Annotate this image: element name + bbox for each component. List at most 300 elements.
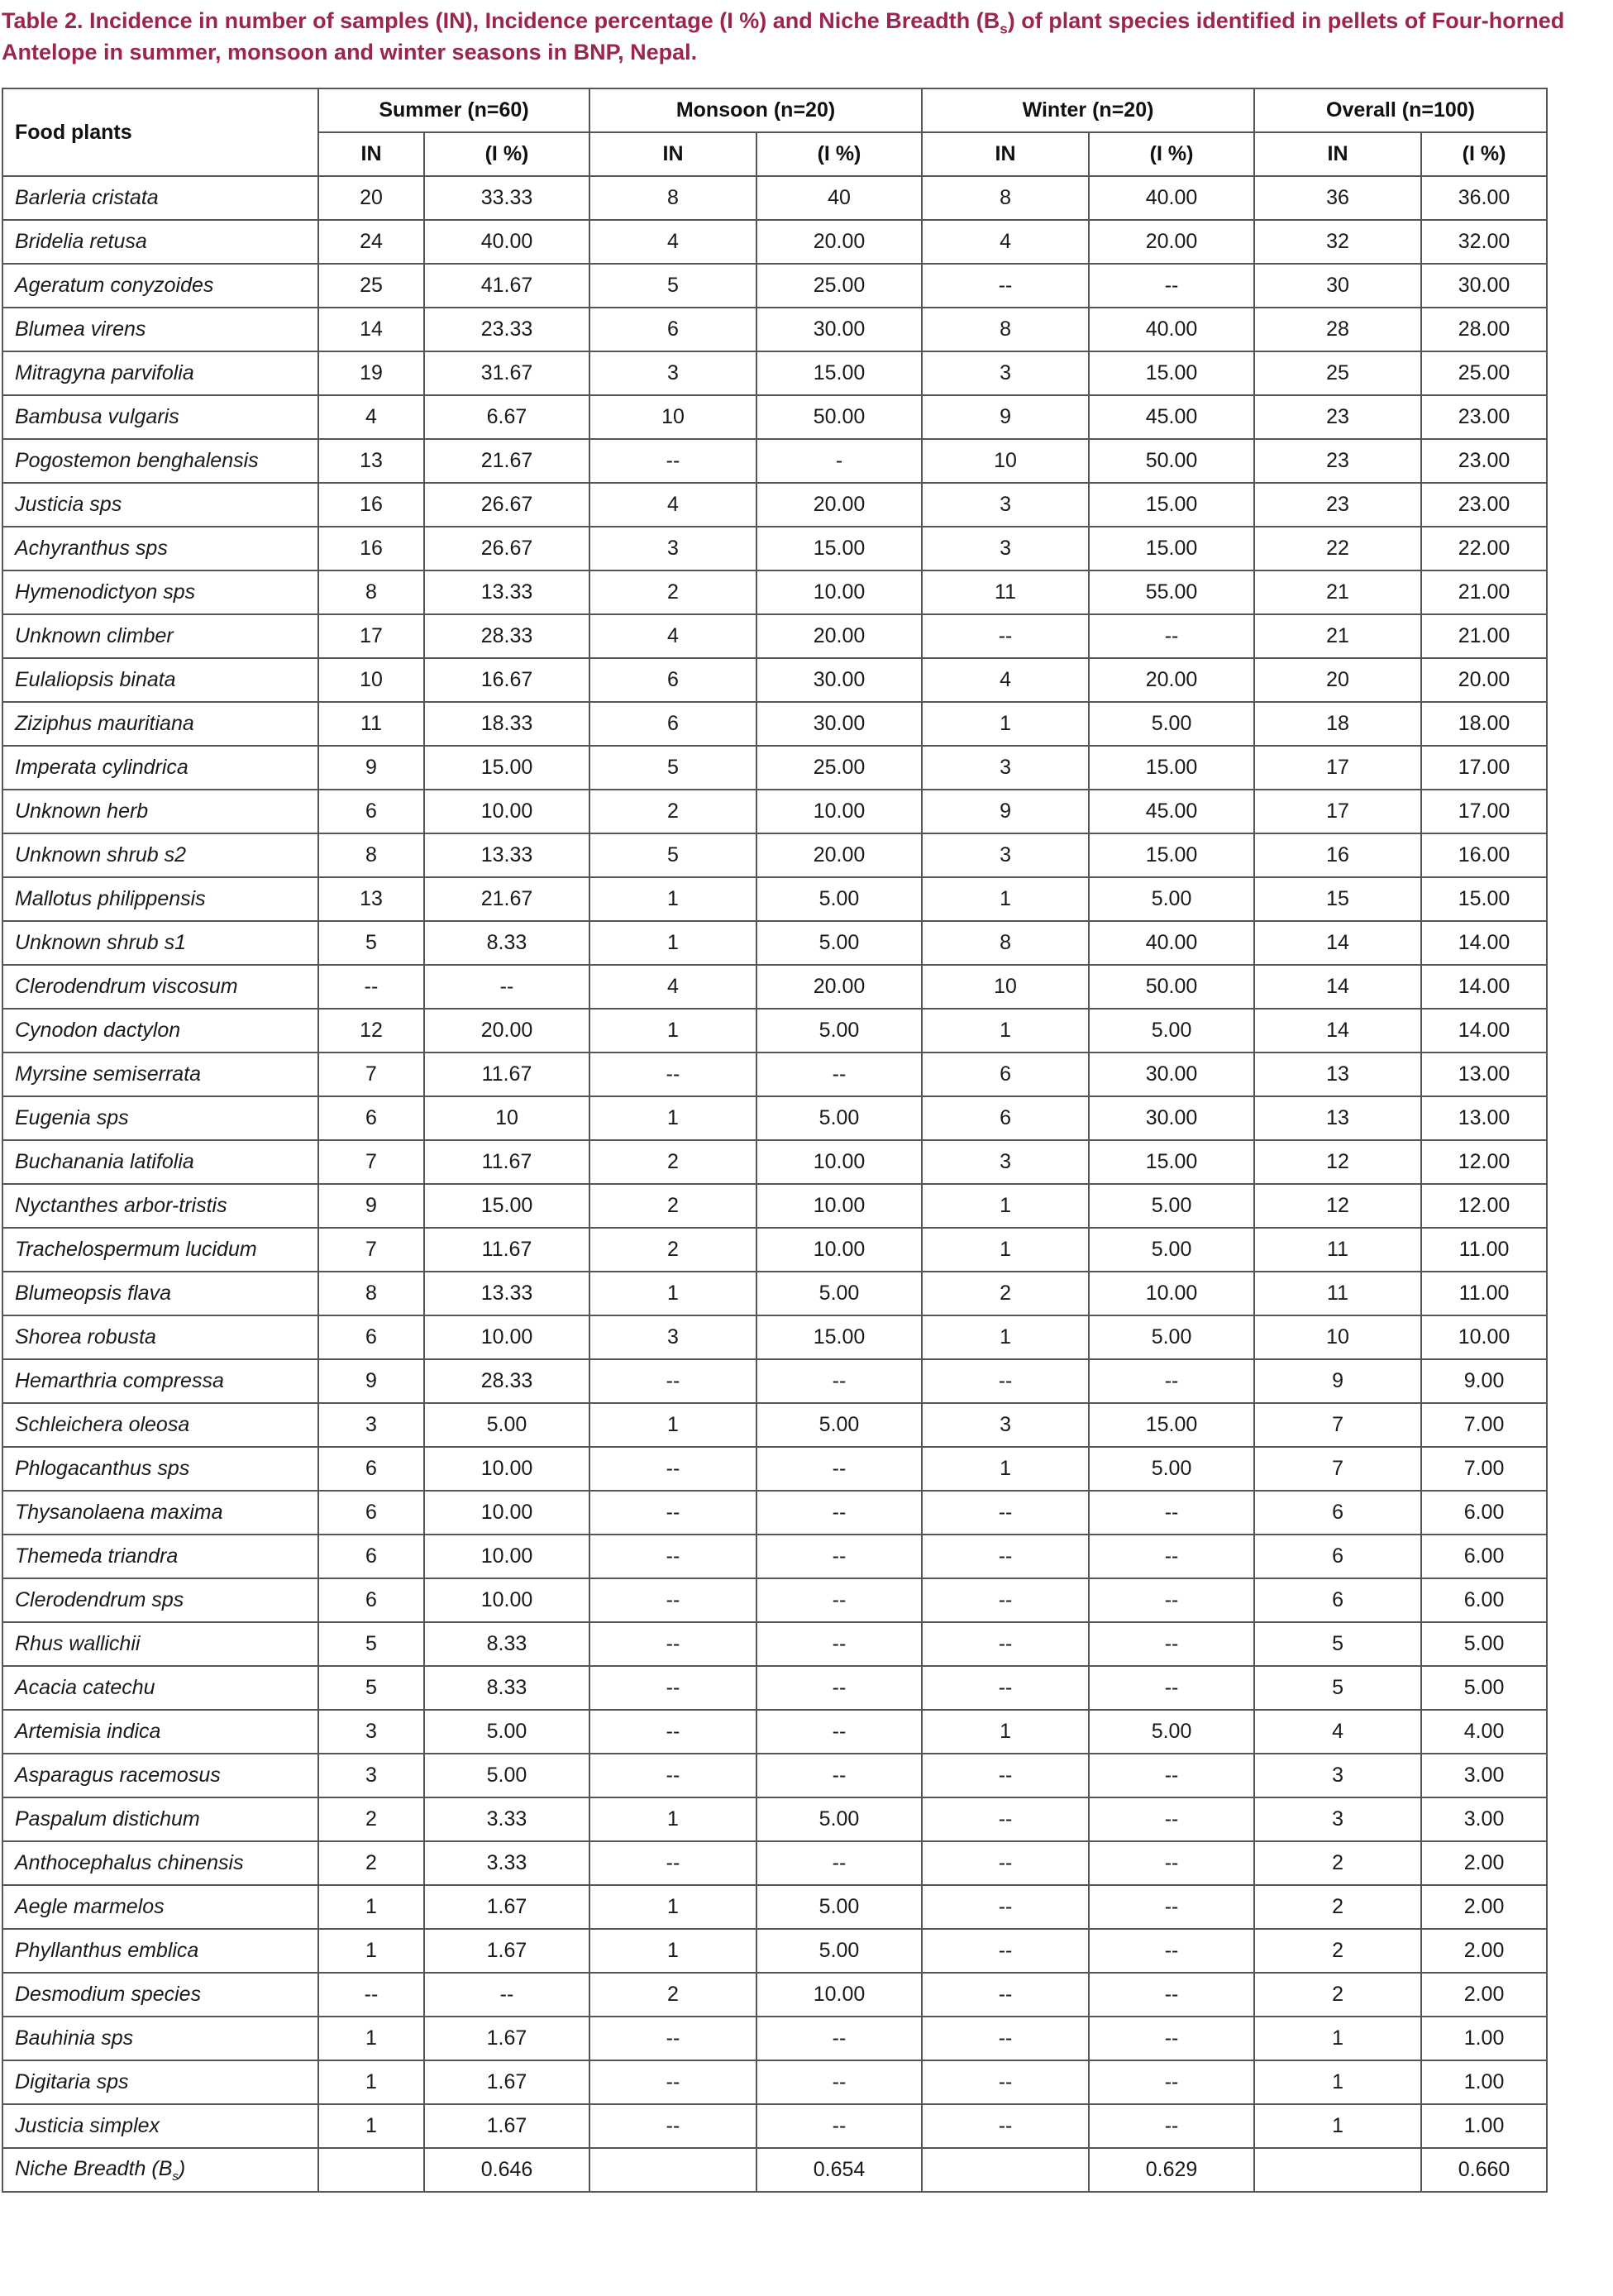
in-cell: -- <box>922 2060 1089 2104</box>
in-cell: 3 <box>922 351 1089 395</box>
table-row <box>2 527 1547 570</box>
percent-cell: -- <box>1089 1622 1254 1666</box>
percent-cell: 28.33 <box>424 614 589 658</box>
plant-name-cell: Mallotus philippensis <box>2 877 318 921</box>
percent-cell: 8.33 <box>424 921 589 965</box>
percent-cell: 16.67 <box>424 658 589 702</box>
in-cell: 2 <box>589 1973 756 2017</box>
percent-cell: 13.33 <box>424 833 589 877</box>
in-cell: 22 <box>1254 527 1421 570</box>
percent-cell: 10.00 <box>756 1973 922 2017</box>
in-cell: 1 <box>589 1272 756 1315</box>
table-row <box>2 2104 1547 2148</box>
percent-cell: 15.00 <box>1089 833 1254 877</box>
percent-cell: 21.00 <box>1421 614 1547 658</box>
in-cell: 2 <box>589 1140 756 1184</box>
in-cell: -- <box>589 1578 756 1622</box>
percent-cell: 5.00 <box>1421 1666 1547 1710</box>
niche-breadth-label <box>2 2148 318 2192</box>
in-cell: 1 <box>318 2104 424 2148</box>
in-cell: 12 <box>318 1009 424 1053</box>
percent-cell: 7.00 <box>1421 1447 1547 1491</box>
in-cell: -- <box>589 1535 756 1578</box>
in-cell: 2 <box>1254 1841 1421 1885</box>
in-cell: 1 <box>922 702 1089 746</box>
plant-name-cell: Bridelia retusa <box>2 220 318 264</box>
percent-cell: 10.00 <box>756 1140 922 1184</box>
percent-cell: 40.00 <box>424 220 589 264</box>
percent-cell: 41.67 <box>424 264 589 308</box>
in-cell: 6 <box>589 702 756 746</box>
plant-name-cell: Paspalum distichum <box>2 1797 318 1841</box>
table-row <box>2 1140 1547 1184</box>
table-body <box>2 176 1547 2148</box>
percent-cell: 20.00 <box>1089 220 1254 264</box>
in-cell: 1 <box>589 1797 756 1841</box>
in-cell: 1 <box>1254 2017 1421 2060</box>
in-cell: 11 <box>1254 1228 1421 1272</box>
in-cell: 3 <box>589 527 756 570</box>
in-cell: 25 <box>1254 351 1421 395</box>
in-cell: 3 <box>318 1403 424 1447</box>
in-cell: 10 <box>922 439 1089 483</box>
in-cell: 9 <box>318 1184 424 1228</box>
plant-name-cell: Desmodium species <box>2 1973 318 2017</box>
in-cell: 20 <box>1254 658 1421 702</box>
in-cell: -- <box>922 1578 1089 1622</box>
percent-cell: 8.33 <box>424 1622 589 1666</box>
table-row <box>2 1622 1547 1666</box>
in-cell: 2 <box>1254 1973 1421 2017</box>
in-cell: 21 <box>1254 570 1421 614</box>
niche-cell <box>922 2148 1089 2192</box>
plant-name-cell: Schleichera oleosa <box>2 1403 318 1447</box>
plant-name-cell: Bambusa vulgaris <box>2 395 318 439</box>
in-cell: -- <box>589 1666 756 1710</box>
percent-cell: 12.00 <box>1421 1184 1547 1228</box>
percent-cell: 5.00 <box>424 1754 589 1797</box>
percent-cell: 50.00 <box>1089 965 1254 1009</box>
in-cell: 5 <box>318 1622 424 1666</box>
percent-cell: -- <box>1089 1973 1254 2017</box>
in-cell: 16 <box>1254 833 1421 877</box>
percent-cell: 11.67 <box>424 1053 589 1096</box>
percent-cell: 10.00 <box>424 1315 589 1359</box>
percent-cell: -- <box>756 1841 922 1885</box>
percent-cell: 8.33 <box>424 1666 589 1710</box>
percent-cell: 10.00 <box>424 790 589 833</box>
table-row <box>2 1578 1547 1622</box>
percent-cell: -- <box>756 2017 922 2060</box>
plant-name-cell: Barleria cristata <box>2 176 318 220</box>
in-cell: 3 <box>922 527 1089 570</box>
in-cell: 23 <box>1254 395 1421 439</box>
in-cell: 3 <box>318 1754 424 1797</box>
table-row <box>2 1228 1547 1272</box>
percent-cell: 36.00 <box>1421 176 1547 220</box>
plant-name-cell: Clerodendrum sps <box>2 1578 318 1622</box>
percent-cell: 1.67 <box>424 1929 589 1973</box>
summer-header: Summer (n=60) <box>318 88 589 132</box>
in-cell: 8 <box>922 921 1089 965</box>
percent-cell: 40.00 <box>1089 176 1254 220</box>
in-cell: 8 <box>922 308 1089 351</box>
percent-cell: 5.00 <box>1089 877 1254 921</box>
percent-cell: 13.00 <box>1421 1053 1547 1096</box>
plant-name-cell: Themeda triandra <box>2 1535 318 1578</box>
in-cell: 3 <box>1254 1754 1421 1797</box>
table-row <box>2 1797 1547 1841</box>
plant-name-cell: Phlogacanthus sps <box>2 1447 318 1491</box>
in-cell: 6 <box>589 658 756 702</box>
in-cell: 1 <box>318 1929 424 1973</box>
percent-cell: -- <box>424 1973 589 2017</box>
plant-name-cell: Nyctanthes arbor-tristis <box>2 1184 318 1228</box>
in-cell: 15 <box>1254 877 1421 921</box>
percent-cell: -- <box>756 2104 922 2148</box>
percent-cell: 10 <box>424 1096 589 1140</box>
in-cell: 21 <box>1254 614 1421 658</box>
niche-cell <box>1254 2148 1421 2192</box>
in-cell: 4 <box>922 220 1089 264</box>
in-cell: 17 <box>1254 790 1421 833</box>
in-cell: 8 <box>318 570 424 614</box>
in-cell: 24 <box>318 220 424 264</box>
plant-name-cell: Clerodendrum viscosum <box>2 965 318 1009</box>
in-cell: 1 <box>922 1009 1089 1053</box>
in-cell: 5 <box>589 833 756 877</box>
percent-cell: 23.33 <box>424 308 589 351</box>
in-cell: 6 <box>318 1491 424 1535</box>
in-cell: 4 <box>589 483 756 527</box>
percent-cell: 15.00 <box>1089 1403 1254 1447</box>
percent-cell: 5.00 <box>424 1710 589 1754</box>
table-row <box>2 220 1547 264</box>
percent-cell: 3.00 <box>1421 1797 1547 1841</box>
in-cell: 9 <box>318 746 424 790</box>
in-cell: 3 <box>318 1710 424 1754</box>
table-row <box>2 702 1547 746</box>
percent-cell: 10.00 <box>756 1184 922 1228</box>
in-cell: 6 <box>318 1535 424 1578</box>
in-cell: 2 <box>318 1797 424 1841</box>
in-cell: 2 <box>1254 1885 1421 1929</box>
in-cell: -- <box>589 2060 756 2104</box>
percent-cell: 17.00 <box>1421 746 1547 790</box>
in-cell: 3 <box>922 833 1089 877</box>
in-cell: 25 <box>318 264 424 308</box>
monsoon-header: Monsoon (n=20) <box>589 88 922 132</box>
in-cell: 1 <box>318 1885 424 1929</box>
plant-name-cell: Ziziphus mauritiana <box>2 702 318 746</box>
in-cell: 2 <box>589 1228 756 1272</box>
plant-name-cell: Phyllanthus emblica <box>2 1929 318 1973</box>
in-cell: 3 <box>589 1315 756 1359</box>
in-cell: 9 <box>922 395 1089 439</box>
percent-cell: 5.00 <box>1089 1184 1254 1228</box>
in-cell: 5 <box>589 746 756 790</box>
winter-ip-header: (I %) <box>1089 132 1254 176</box>
in-cell: 11 <box>922 570 1089 614</box>
overall-header: Overall (n=100) <box>1254 88 1547 132</box>
percent-cell: 10.00 <box>756 570 922 614</box>
niche-label-subscript: s <box>172 2169 179 2184</box>
table-row <box>2 483 1547 527</box>
percent-cell: 2.00 <box>1421 1973 1547 2017</box>
percent-cell: 2.00 <box>1421 1929 1547 1973</box>
percent-cell: 40.00 <box>1089 308 1254 351</box>
percent-cell: 3.33 <box>424 1841 589 1885</box>
percent-cell: 5.00 <box>1089 1228 1254 1272</box>
plant-name-cell: Unknown shrub s1 <box>2 921 318 965</box>
in-cell: 23 <box>1254 439 1421 483</box>
plant-name-cell: Blumeopsis flava <box>2 1272 318 1315</box>
percent-cell: 1.67 <box>424 2104 589 2148</box>
in-cell: 9 <box>318 1359 424 1403</box>
plant-name-cell: Rhus wallichii <box>2 1622 318 1666</box>
percent-cell: -- <box>1089 1666 1254 1710</box>
in-cell: 1 <box>589 1096 756 1140</box>
plant-name-cell: Bauhinia sps <box>2 2017 318 2060</box>
in-cell: 17 <box>1254 746 1421 790</box>
in-cell: 6 <box>589 308 756 351</box>
percent-cell: -- <box>1089 1929 1254 1973</box>
percent-cell: -- <box>1089 614 1254 658</box>
percent-cell: 30.00 <box>756 702 922 746</box>
percent-cell: 30.00 <box>756 308 922 351</box>
percent-cell: 2.00 <box>1421 1885 1547 1929</box>
in-cell: 1 <box>318 2017 424 2060</box>
table-row <box>2 1096 1547 1140</box>
in-cell: 1 <box>922 1315 1089 1359</box>
percent-cell: 25.00 <box>756 746 922 790</box>
table-row <box>2 1973 1547 2017</box>
table-row <box>2 308 1547 351</box>
in-cell: -- <box>589 1359 756 1403</box>
plant-name-cell: Ageratum conyzoides <box>2 264 318 308</box>
plant-name-cell: Eulaliopsis binata <box>2 658 318 702</box>
plant-name-cell: Pogostemon benghalensis <box>2 439 318 483</box>
percent-cell: -- <box>756 2060 922 2104</box>
percent-cell: 5.00 <box>756 1885 922 1929</box>
percent-cell: 11.00 <box>1421 1228 1547 1272</box>
niche-cell <box>318 2148 424 2192</box>
summer-ip-header: (I %) <box>424 132 589 176</box>
table-row <box>2 1447 1547 1491</box>
table-row <box>2 1272 1547 1315</box>
table-row <box>2 395 1547 439</box>
table-row <box>2 921 1547 965</box>
in-cell: 3 <box>922 483 1089 527</box>
plant-name-cell: Unknown shrub s2 <box>2 833 318 877</box>
plant-name-cell: Imperata cylindrica <box>2 746 318 790</box>
percent-cell: 2.00 <box>1421 1841 1547 1885</box>
percent-cell: 28.33 <box>424 1359 589 1403</box>
table-row <box>2 790 1547 833</box>
table-row <box>2 614 1547 658</box>
percent-cell: 21.67 <box>424 439 589 483</box>
in-cell: 1 <box>589 921 756 965</box>
percent-cell: 15.00 <box>1421 877 1547 921</box>
percent-cell: 6.00 <box>1421 1578 1547 1622</box>
in-cell: 1 <box>589 1885 756 1929</box>
percent-cell: -- <box>1089 1578 1254 1622</box>
percent-cell: 15.00 <box>756 1315 922 1359</box>
in-cell: 7 <box>1254 1447 1421 1491</box>
in-cell: 4 <box>1254 1710 1421 1754</box>
in-cell: 19 <box>318 351 424 395</box>
in-cell: 1 <box>1254 2060 1421 2104</box>
in-cell: 8 <box>318 833 424 877</box>
percent-cell: -- <box>1089 1491 1254 1535</box>
table-row <box>2 1053 1547 1096</box>
plant-name-cell: Anthocephalus chinensis <box>2 1841 318 1885</box>
in-cell: -- <box>589 1754 756 1797</box>
percent-cell: 30.00 <box>1089 1053 1254 1096</box>
in-cell: -- <box>922 1491 1089 1535</box>
percent-cell: -- <box>756 1710 922 1754</box>
percent-cell: 10.00 <box>756 790 922 833</box>
in-cell: 23 <box>1254 483 1421 527</box>
percent-cell: 6.00 <box>1421 1535 1547 1578</box>
percent-cell: 50.00 <box>1089 439 1254 483</box>
in-cell: 1 <box>589 1403 756 1447</box>
in-cell: 6 <box>318 1096 424 1140</box>
percent-cell: - <box>756 439 922 483</box>
table-row <box>2 1754 1547 1797</box>
percent-cell: 40 <box>756 176 922 220</box>
in-cell: -- <box>922 1359 1089 1403</box>
percent-cell: 33.33 <box>424 176 589 220</box>
percent-cell: 1.67 <box>424 2017 589 2060</box>
niche-cell <box>589 2148 756 2192</box>
percent-cell: -- <box>756 1535 922 1578</box>
in-cell: 32 <box>1254 220 1421 264</box>
percent-cell: 5.00 <box>756 1096 922 1140</box>
in-cell: -- <box>922 1666 1089 1710</box>
plant-name-cell: Artemisia indica <box>2 1710 318 1754</box>
percent-cell: 15.00 <box>1089 483 1254 527</box>
percent-cell: -- <box>1089 264 1254 308</box>
in-cell: -- <box>318 1973 424 2017</box>
in-cell: 7 <box>318 1228 424 1272</box>
plant-name-cell: Unknown herb <box>2 790 318 833</box>
percent-cell: 21.67 <box>424 877 589 921</box>
percent-cell: 22.00 <box>1421 527 1547 570</box>
percent-cell: 26.67 <box>424 527 589 570</box>
in-cell: 14 <box>1254 921 1421 965</box>
in-cell: 28 <box>1254 308 1421 351</box>
percent-cell: -- <box>756 1754 922 1797</box>
in-cell: 3 <box>1254 1797 1421 1841</box>
table-row <box>2 965 1547 1009</box>
in-cell: 11 <box>1254 1272 1421 1315</box>
plant-name-cell: Aegle marmelos <box>2 1885 318 1929</box>
percent-cell: 1.67 <box>424 2060 589 2104</box>
table-row <box>2 439 1547 483</box>
in-cell: 4 <box>922 658 1089 702</box>
in-cell: 3 <box>922 1403 1089 1447</box>
percent-cell: 20.00 <box>756 220 922 264</box>
in-cell: -- <box>922 264 1089 308</box>
percent-cell: 13.00 <box>1421 1096 1547 1140</box>
percent-cell: 18.00 <box>1421 702 1547 746</box>
in-cell: 9 <box>922 790 1089 833</box>
percent-cell: 20.00 <box>756 965 922 1009</box>
niche-cell: 0.660 <box>1421 2148 1547 2192</box>
percent-cell: 50.00 <box>756 395 922 439</box>
in-cell: -- <box>589 1491 756 1535</box>
percent-cell: -- <box>1089 2060 1254 2104</box>
percent-cell: -- <box>1089 2104 1254 2148</box>
percent-cell: 26.67 <box>424 483 589 527</box>
table-row <box>2 1929 1547 1973</box>
percent-cell: 30.00 <box>1089 1096 1254 1140</box>
percent-cell: 45.00 <box>1089 790 1254 833</box>
table-row <box>2 658 1547 702</box>
in-cell: 2 <box>922 1272 1089 1315</box>
in-cell: 13 <box>1254 1053 1421 1096</box>
in-cell: -- <box>589 1622 756 1666</box>
in-cell: 3 <box>589 351 756 395</box>
table-row <box>2 176 1547 220</box>
percent-cell: 20.00 <box>756 833 922 877</box>
percent-cell: 21.00 <box>1421 570 1547 614</box>
winter-in-header: IN <box>922 132 1089 176</box>
in-cell: -- <box>922 1622 1089 1666</box>
monsoon-ip-header: (I %) <box>756 132 922 176</box>
percent-cell: 7.00 <box>1421 1403 1547 1447</box>
percent-cell: 9.00 <box>1421 1359 1547 1403</box>
percent-cell: 15.00 <box>756 351 922 395</box>
percent-cell: 13.33 <box>424 570 589 614</box>
in-cell: 13 <box>318 439 424 483</box>
percent-cell: 10.00 <box>1089 1272 1254 1315</box>
table-row <box>2 746 1547 790</box>
in-cell: 13 <box>318 877 424 921</box>
in-cell: -- <box>922 2104 1089 2148</box>
table-row <box>2 1666 1547 1710</box>
percent-cell: -- <box>1089 2017 1254 2060</box>
in-cell: 8 <box>589 176 756 220</box>
percent-cell: 15.00 <box>424 1184 589 1228</box>
plant-name-cell: Acacia catechu <box>2 1666 318 1710</box>
in-cell: 1 <box>1254 2104 1421 2148</box>
percent-cell: 5.00 <box>1421 1622 1547 1666</box>
percent-cell: 18.33 <box>424 702 589 746</box>
percent-cell: 5.00 <box>756 1403 922 1447</box>
plant-name-cell: Myrsine semiserrata <box>2 1053 318 1096</box>
table-row <box>2 1403 1547 1447</box>
plant-name-cell: Eugenia sps <box>2 1096 318 1140</box>
percent-cell: -- <box>424 965 589 1009</box>
in-cell: 17 <box>318 614 424 658</box>
percent-cell: 10.00 <box>1421 1315 1547 1359</box>
percent-cell: -- <box>1089 1797 1254 1841</box>
percent-cell: 15.00 <box>1089 351 1254 395</box>
percent-cell: 12.00 <box>1421 1140 1547 1184</box>
in-cell: 3 <box>922 746 1089 790</box>
in-cell: -- <box>922 1929 1089 1973</box>
percent-cell: 45.00 <box>1089 395 1254 439</box>
percent-cell: 30.00 <box>1421 264 1547 308</box>
in-cell: 14 <box>318 308 424 351</box>
percent-cell: 15.00 <box>1089 746 1254 790</box>
plant-name-cell: Thysanolaena maxima <box>2 1491 318 1535</box>
in-cell: 6 <box>922 1053 1089 1096</box>
in-cell: 5 <box>589 264 756 308</box>
in-cell: 2 <box>589 570 756 614</box>
